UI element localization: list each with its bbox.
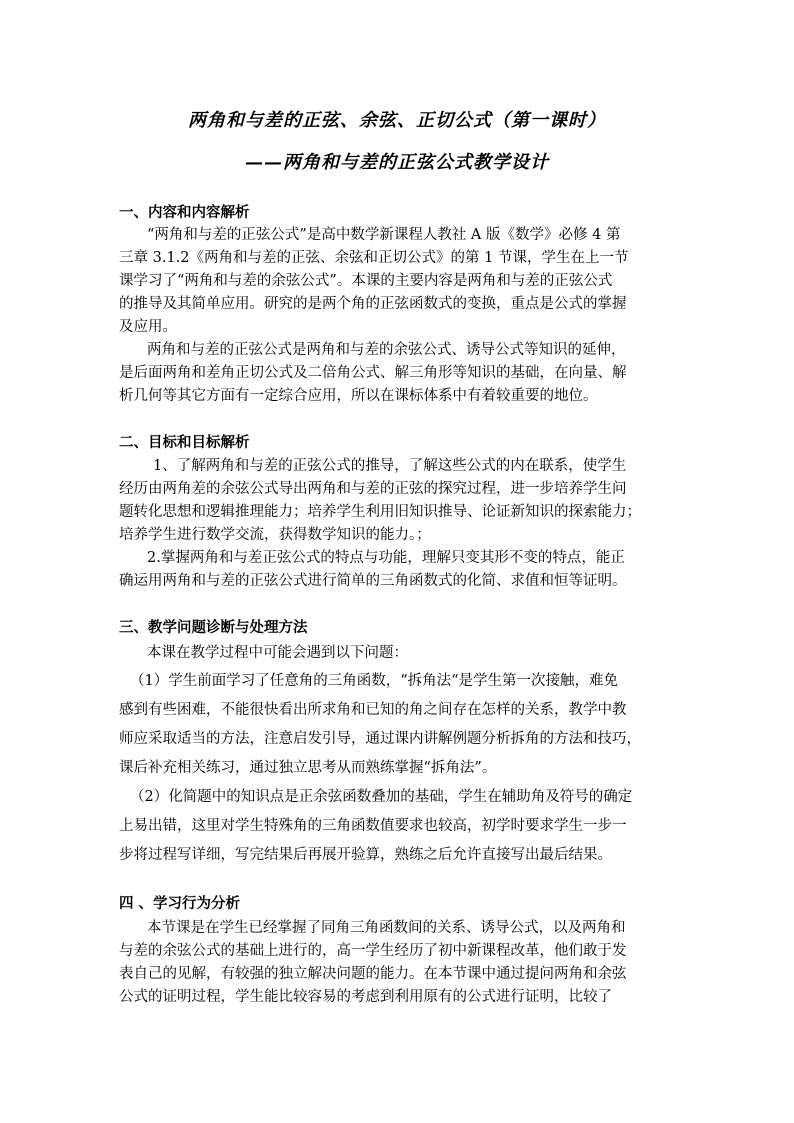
section-heading-4: 四 、学习行为分析 (119, 896, 241, 912)
paragraph-line: 步将过程写详细，写完结果后再展开验算，熟练之后允许直接写出最后结果。 (119, 847, 612, 863)
paragraph-line: 题转化思想和逻辑推理能力；培养学生利用旧知识推导、论证新知识的探索能力； (119, 504, 641, 520)
paragraph-line: 经历由两角差的余弦公式导出两角和与差的正弦的探究过程，进一步培养学生问 (119, 481, 627, 497)
section-heading-2: 二、目标和目标解析 (119, 435, 250, 451)
paragraph-line: 公式的证明过程，学生能比较容易的考虑到利用原有的公式进行证明，比较了 (119, 989, 612, 1005)
paragraph-line: 上易出错，这里对学生特殊角的三角函数值要求也较高，初学时要求学生一步一 (119, 818, 627, 834)
paragraph-line: 确运用两角和与差的正弦公式进行简单的三角函数式的化简、求值和恒等证明。 (119, 573, 627, 589)
paragraph-line: 课后补充相关练习，通过独立思考从而熟练掌握“拆角法”。 (119, 760, 497, 776)
paragraph-line: 2.掌握两角和与差正弦公式的特点与功能，理解只变其形不变的特点，能正 (147, 550, 625, 566)
paragraph-line: 课学习了“两角和与差的余弦公式”。本课的主要内容是两角和与差的正弦公式 (119, 273, 613, 289)
paragraph-line: （2）化简题中的知识点是正余弦函数叠加的基础，学生在辅助角及符号的确定 (130, 789, 633, 805)
paragraph-line: 是后面两角和差角正切公式及二倍角公式、解三角形等知识的基础，在向量、解 (119, 365, 627, 381)
section-heading-3: 三、教学问题诊断与处理方法 (119, 620, 308, 636)
document-subtitle: ——两角和与差的正弦公式教学设计 (245, 152, 549, 173)
paragraph-line: 感到有些困难，不能很快看出所求角和已知的角之间存在怎样的关系，教学中教 (119, 702, 627, 718)
section-heading-1: 一、内容和内容解析 (119, 205, 250, 221)
paragraph-line: 与差的余弦公式的基础上进行的，高一学生经历了初中新课程改革，他们敢于发 (119, 943, 627, 959)
paragraph-line: 的推导及其简单应用。研究的是两个角的正弦函数式的变换，重点是公式的掌握 (119, 296, 627, 312)
document-title: 两角和与差的正弦、余弦、正切公式（第一课时） (188, 110, 606, 131)
paragraph-line: 培养学生进行数学交流，获得数学知识的能力。； (119, 527, 431, 543)
paragraph-line: 本课在教学过程中可能会遇到以下问题： (147, 645, 408, 661)
paragraph-line: “两角和与差的正弦公式”是高中数学新课程人教社 A 版《数学》必修 4 第 (147, 227, 621, 243)
paragraph-line: 析几何等其它方面有一定综合应用，所以在课标体系中有着较重要的地位。 (119, 388, 598, 404)
paragraph-line: 及应用。 (119, 319, 177, 335)
paragraph-line: 1、了解两角和与差的正弦公式的推导，了解这些公式的内在联系，使学生 (153, 458, 627, 474)
paragraph-line: 表自己的见解，有较强的独立解决问题的能力。在本节课中通过提问两角和余弦 (119, 966, 627, 982)
paragraph-line: （1）学生前面学习了任意角的三角函数，“拆角法“是学生第一次接触，难免 (130, 673, 619, 689)
paragraph-line: 三章 3.1.2《两角和与差的正弦、余弦和正切公式》的第 1 节课，学生在上一节 (119, 250, 629, 266)
paragraph-line: 两角和与差的正弦公式是两角和与差的余弦公式、诱导公式等知识的延伸， (147, 342, 626, 358)
paragraph-line: 本节课是在学生已经掌握了同角三角函数间的关系、诱导公式，以及两角和 (147, 920, 626, 936)
paragraph-line: 师应采取适当的方法，注意启发引导，通过课内讲解例题分析拆角的方法和技巧， (119, 731, 641, 747)
